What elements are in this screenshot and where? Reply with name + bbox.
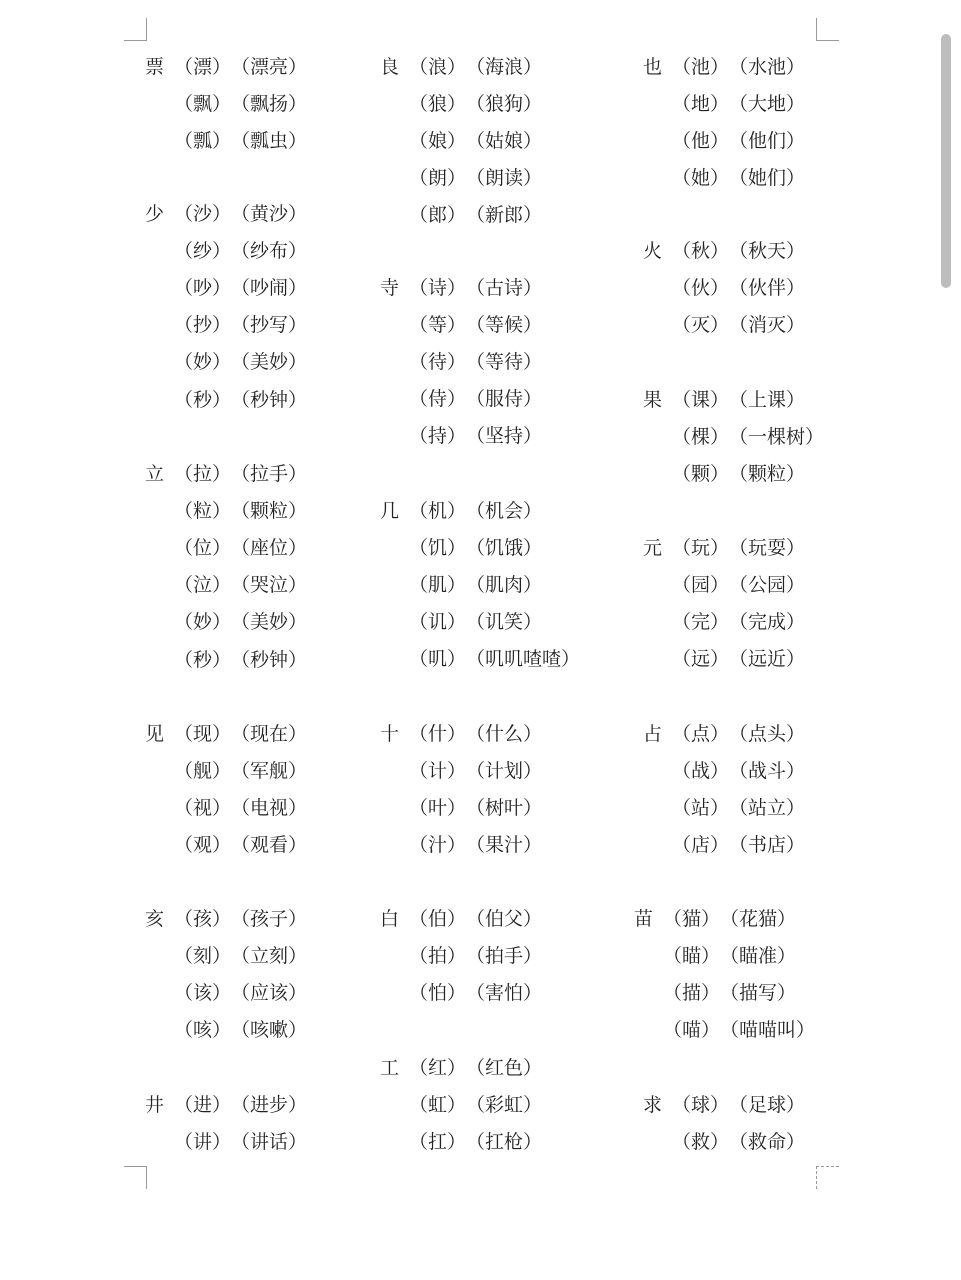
derived-character: （汁） [409,834,467,856]
derived-character: （肌） [409,574,467,596]
margin-corner-bottom-right [816,1166,839,1189]
radical-character: 果 [643,389,663,411]
radical-character: 见 [145,723,165,745]
example-word: （新郎） [466,204,543,226]
derived-character: （棵） [672,426,730,448]
example-word: （立刻） [231,945,308,967]
derived-character: （点） [672,723,730,745]
derived-character: （沙） [174,203,232,225]
derived-character: （娘） [409,130,467,152]
example-word: （美妙） [231,351,308,373]
derived-character: （朗） [409,167,467,189]
derived-character: （妙） [174,351,232,373]
example-word: （咳嗽） [231,1019,308,1041]
example-word: （飘扬） [231,93,308,115]
derived-character: （飘） [174,93,232,115]
example-word: （朗读） [466,167,543,189]
example-word: （肌肉） [466,574,543,596]
derived-character: （诗） [409,277,467,299]
derived-character: （课） [672,389,730,411]
margin-corner-top-left [124,18,147,41]
radical-character: 十 [380,723,400,745]
example-word: （漂亮） [231,56,308,78]
derived-character: （狼） [409,93,467,115]
derived-character: （郎） [409,204,467,226]
example-word: （一棵树） [729,426,825,448]
radical-character: 几 [380,500,400,522]
example-word: （书店） [729,834,806,856]
example-word: （坚持） [466,425,543,447]
example-word: （完成） [729,611,806,633]
derived-character: （抄） [174,314,232,336]
example-word: （等待） [466,351,543,373]
derived-character: （怕） [409,982,467,1004]
derived-character: （她） [672,167,730,189]
derived-character: （秋） [672,240,730,262]
derived-character: （粒） [174,500,232,522]
example-word: （拉手） [231,463,308,485]
margin-corner-bottom-left [124,1166,147,1189]
example-word: （叽叽喳喳） [466,648,581,670]
derived-character: （饥） [409,537,467,559]
example-word: （伯父） [466,908,543,930]
derived-character: （吵） [174,277,232,299]
derived-character: （待） [409,351,467,373]
example-word: （扛枪） [466,1131,543,1153]
example-word: （远近） [729,648,806,670]
radical-character: 火 [643,240,663,262]
derived-character: （灭） [672,314,730,336]
derived-character: （叶） [409,797,467,819]
example-word: （现在） [231,723,308,745]
derived-character: （纱） [174,240,232,262]
derived-character: （观） [174,834,232,856]
radical-character: 良 [380,56,400,78]
derived-character: （完） [672,611,730,633]
example-word: （观看） [231,834,308,856]
derived-character: （救） [672,1131,730,1153]
derived-character: （颗） [672,463,730,485]
example-word: （什么） [466,723,543,745]
radical-character: 也 [643,56,663,78]
example-word: （姑娘） [466,130,543,152]
example-word: （军舰） [231,760,308,782]
derived-character: （妙） [174,611,232,633]
example-word: （纱布） [231,240,308,262]
example-word: （饥饿） [466,537,543,559]
example-word: （大地） [729,93,806,115]
example-word: （足球） [729,1094,806,1116]
derived-character: （咳） [174,1019,232,1041]
derived-character: （等） [409,314,467,336]
example-word: （美妙） [231,611,308,633]
example-word: （救命） [729,1131,806,1153]
derived-character: （持） [409,425,467,447]
radical-character: 亥 [145,908,165,930]
example-word: （玩耍） [729,537,806,559]
radical-character: 少 [145,203,165,225]
derived-character: （伙） [672,277,730,299]
example-word: （吵闹） [231,277,308,299]
example-word: （上课） [729,389,806,411]
derived-character: （叽） [409,648,467,670]
derived-character: （红） [409,1057,467,1079]
example-word: （哭泣） [231,574,308,596]
radical-character: 苗 [634,908,654,930]
example-word: （站立） [729,797,806,819]
example-word: （颗粒） [729,463,806,485]
derived-character: （机） [409,500,467,522]
derived-character: （猫） [663,908,721,930]
margin-corner-top-right [816,18,839,41]
example-word: （黄沙） [231,203,308,225]
example-word: （消灭） [729,314,806,336]
derived-character: （计） [409,760,467,782]
radical-character: 井 [145,1094,165,1116]
example-word: （树叶） [466,797,543,819]
derived-character: （玩） [672,537,730,559]
derived-character: （站） [672,797,730,819]
example-word: （秒钟） [231,649,308,671]
example-word: （彩虹） [466,1094,543,1116]
derived-character: （拉） [174,463,232,485]
example-word: （应该） [231,982,308,1004]
derived-character: （讲） [174,1131,232,1153]
derived-character: （地） [672,93,730,115]
example-word: （座位） [231,537,308,559]
example-word: （战斗） [729,760,806,782]
derived-character: （孩） [174,908,232,930]
example-word: （抄写） [231,314,308,336]
derived-character: （瓢） [174,130,232,152]
derived-character: （视） [174,797,232,819]
derived-character: （进） [174,1094,232,1116]
example-word: （机会） [466,500,543,522]
example-word: （点头） [729,723,806,745]
example-word: （红色） [466,1057,543,1079]
example-word: （公园） [729,574,806,596]
derived-character: （秒） [174,649,232,671]
derived-character: （漂） [174,56,232,78]
example-word: （电视） [231,797,308,819]
derived-character: （伯） [409,908,467,930]
example-word: （秋天） [729,240,806,262]
example-word: （讥笑） [466,611,543,633]
derived-character: （刻） [174,945,232,967]
derived-character: （什） [409,723,467,745]
radical-character: 工 [380,1057,400,1079]
example-word: （瞄准） [720,945,797,967]
radical-character: 立 [145,463,165,485]
example-word: （害怕） [466,982,543,1004]
derived-character: （拍） [409,945,467,967]
derived-character: （扛） [409,1131,467,1153]
radical-character: 占 [643,723,663,745]
derived-character: （秒） [174,389,232,411]
derived-character: （战） [672,760,730,782]
derived-character: （现） [174,723,232,745]
example-word: （计划） [466,760,543,782]
example-word: （果汁） [466,834,543,856]
example-word: （描写） [720,982,797,1004]
example-word: （海浪） [466,56,543,78]
derived-character: （喵） [663,1019,721,1041]
example-word: （等候） [466,314,543,336]
radical-character: 元 [643,537,663,559]
example-word: （水池） [729,56,806,78]
example-word: （颗粒） [231,500,308,522]
example-word: （秒钟） [231,389,308,411]
example-word: （花猫） [720,908,797,930]
radical-character: 求 [643,1094,663,1116]
vertical-scrollbar[interactable] [941,34,951,288]
derived-character: （浪） [409,56,467,78]
example-word: （进步） [231,1094,308,1116]
example-word: （古诗） [466,277,543,299]
example-word: （拍手） [466,945,543,967]
derived-character: （侍） [409,388,467,410]
derived-character: （瞄） [663,945,721,967]
derived-character: （园） [672,574,730,596]
derived-character: （他） [672,130,730,152]
derived-character: （店） [672,834,730,856]
example-word: （狼狗） [466,93,543,115]
derived-character: （虹） [409,1094,467,1116]
derived-character: （描） [663,982,721,1004]
derived-character: （池） [672,56,730,78]
derived-character: （该） [174,982,232,1004]
derived-character: （远） [672,648,730,670]
derived-character: （泣） [174,574,232,596]
derived-character: （位） [174,537,232,559]
example-word: （服侍） [466,388,543,410]
example-word: （喵喵叫） [720,1019,816,1041]
example-word: （伙伴） [729,277,806,299]
radical-character: 白 [380,908,400,930]
example-word: （孩子） [231,908,308,930]
derived-character: （球） [672,1094,730,1116]
radical-character: 寺 [380,277,400,299]
radical-character: 票 [145,56,165,78]
derived-character: （讥） [409,611,467,633]
example-word: （讲话） [231,1131,308,1153]
example-word: （瓢虫） [231,130,308,152]
example-word: （他们） [729,130,806,152]
derived-character: （舰） [174,760,232,782]
example-word: （她们） [729,167,806,189]
